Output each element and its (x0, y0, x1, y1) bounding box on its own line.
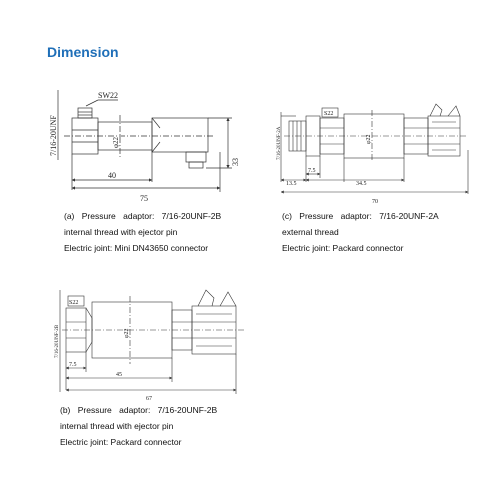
figure-a-thread-label: 7/16-20UNF (49, 115, 58, 156)
figure-a-caption (64, 208, 221, 256)
figure-a-hex-label: SW22 (98, 91, 118, 100)
figure-c-caption-line2: external thread (282, 227, 339, 238)
figure-a-dim-33: 33 (231, 158, 240, 166)
figure-a-caption-line1: (a) Pressure adaptor: 7/16-20UNF-2B (64, 211, 222, 221)
figure-c-caption-line1: (c) Pressure adaptor: 7/16-20UNF-2A (282, 211, 439, 221)
figure-c-drawing (281, 104, 468, 194)
figure-c-thread-label: 7/16-20UNF-2A (277, 126, 282, 160)
figure-b-drawing (60, 290, 244, 394)
figure-a-caption-line3: Electric joint: Mini DN43650 connector (64, 243, 209, 254)
figure-b-hex-label: S22 (69, 300, 79, 306)
figure-c-dim-13-5: 13.5 (286, 181, 297, 187)
figure-a-caption-line2: internal thread with ejector pin (64, 227, 178, 238)
figure-b-dim-45: 45 (116, 372, 122, 378)
figure-c-dim-70: 70 (372, 199, 378, 205)
figure-a-drawing (49, 90, 232, 192)
figure-a-dim-75: 75 (140, 194, 148, 203)
figure-c-caption-line3: Electric joint: Packard connector (282, 243, 404, 254)
figure-c-hex-label: S22 (324, 111, 334, 117)
figure-a-dia-label: φ22 (112, 136, 120, 148)
figure-a-dim-40: 40 (108, 171, 116, 180)
page-title: Dimension (47, 44, 119, 60)
figure-b-dim-7-5: 7.5 (69, 362, 77, 368)
figure-b-dim-67: 67 (146, 396, 152, 402)
figure-b-thread-label: 7/16-20UNF-2B (55, 324, 60, 358)
figure-c-dim-34-5: 34.5 (356, 181, 367, 187)
figure-c-dim-7-5: 7.5 (308, 168, 316, 174)
figure-c-dia-label: φ22 (366, 134, 372, 144)
figure-b-caption-line1: (b) Pressure adaptor: 7/16-20UNF-2B (60, 405, 218, 415)
figure-b-caption (60, 402, 217, 450)
figure-c-caption (282, 208, 439, 256)
figure-b-dia-label: φ22 (124, 328, 130, 338)
figure-b-caption-line3: Electric joint: Packard connector (60, 437, 182, 448)
figure-b-caption-line2: internal thread with ejector pin (60, 421, 174, 432)
